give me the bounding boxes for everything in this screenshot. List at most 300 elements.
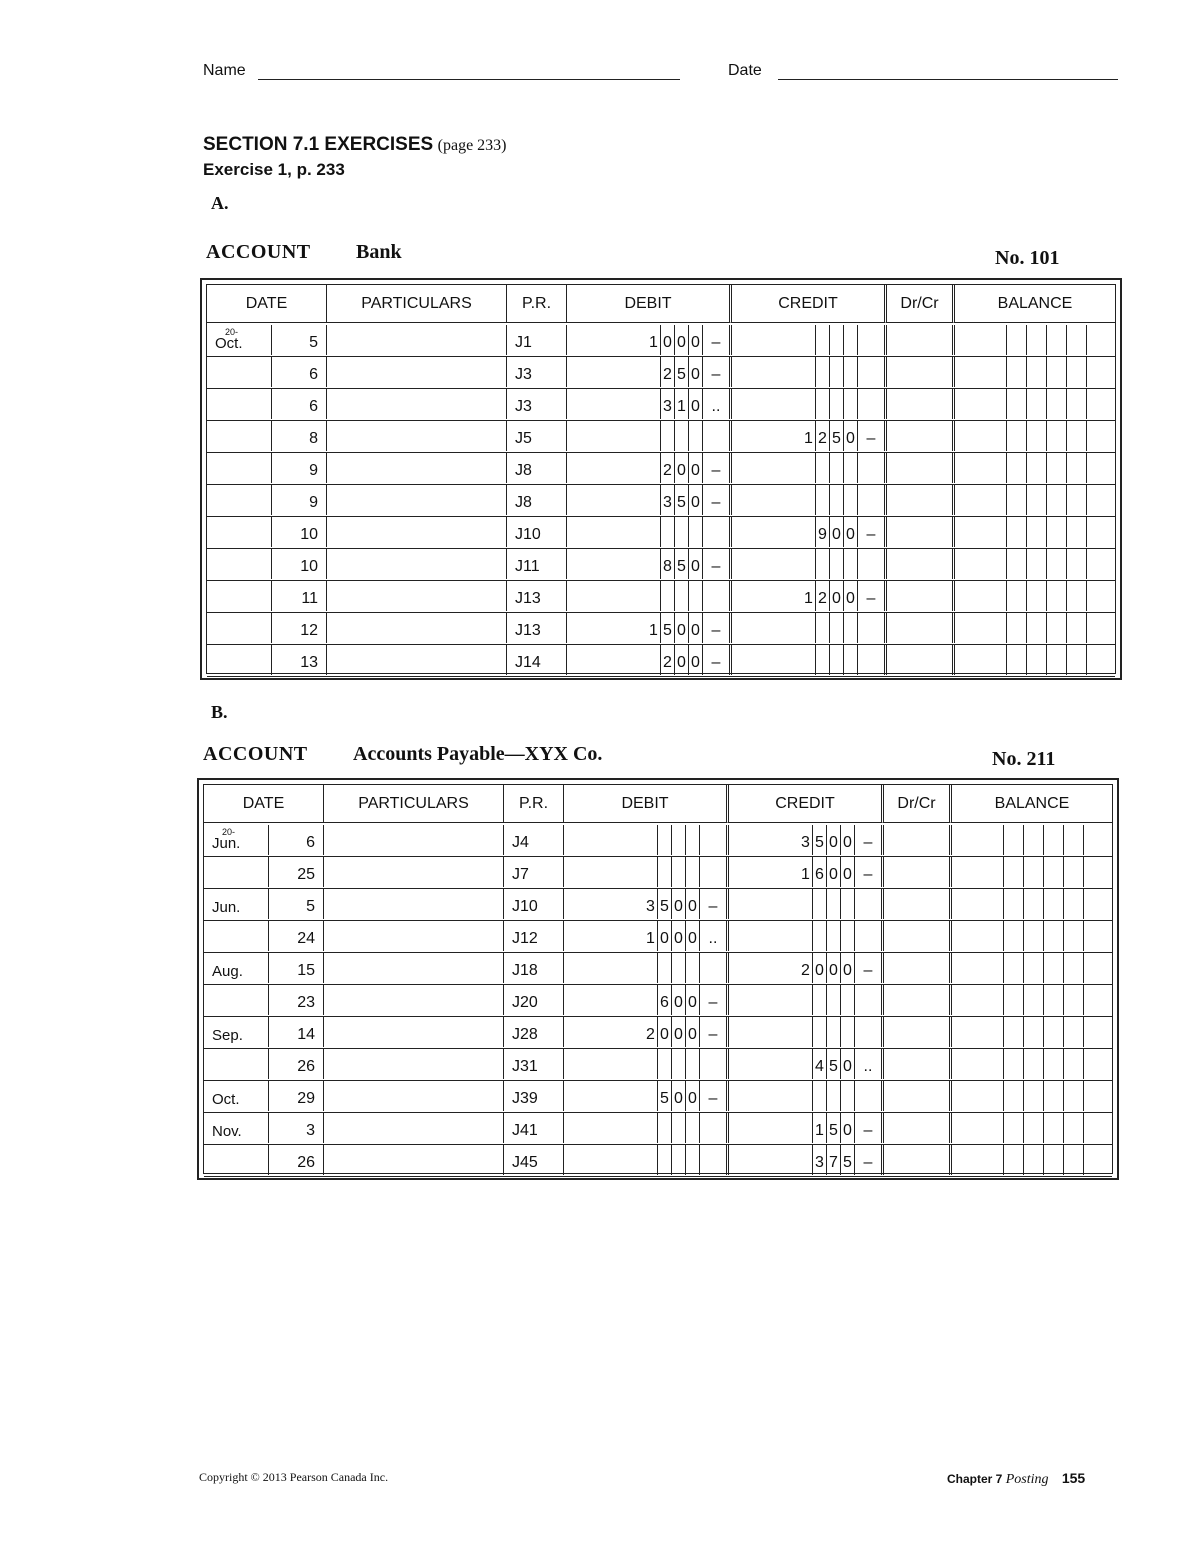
balance-digit[interactable]: [1004, 1113, 1024, 1143]
debit-dash: [700, 857, 726, 887]
balance-digit[interactable]: [1064, 857, 1084, 887]
ledger-row: [204, 1113, 1112, 1145]
debit-digit: 0: [689, 389, 703, 419]
debit-digit: 5: [658, 889, 672, 919]
debit-dash: [700, 953, 726, 983]
section-heading: [203, 134, 507, 156]
debit-digit: 3: [644, 889, 658, 919]
drcr-cell[interactable]: [884, 1049, 952, 1079]
balance-digit[interactable]: [1087, 645, 1107, 675]
balance-digit[interactable]: [1047, 485, 1067, 515]
balance-digit[interactable]: [1004, 1145, 1024, 1175]
balance-digit[interactable]: [1024, 985, 1044, 1015]
date-month: Sep.: [204, 1017, 269, 1047]
date-month: [207, 613, 272, 643]
part-label-a: A.: [211, 193, 229, 213]
drcr-cell[interactable]: [884, 1081, 952, 1111]
drcr-cell[interactable]: [887, 325, 955, 355]
date-day: 13: [272, 645, 327, 675]
balance-cell[interactable]: [952, 921, 1004, 951]
balance-cell[interactable]: [955, 357, 1007, 387]
credit-digit: [844, 453, 858, 483]
date-month: [207, 485, 272, 515]
balance-digit[interactable]: [1084, 1113, 1104, 1143]
credit-digit: 2: [816, 421, 830, 451]
debit-digit: 0: [658, 1017, 672, 1047]
posting-reference: J31: [504, 1049, 564, 1079]
balance-digit[interactable]: [1047, 517, 1067, 547]
balance-digit[interactable]: [1024, 1017, 1044, 1047]
balance-digit[interactable]: [1024, 889, 1044, 919]
balance-digit[interactable]: [1064, 921, 1084, 951]
column-header-drcr: Dr/Cr: [887, 285, 955, 323]
balance-digit[interactable]: [1027, 549, 1047, 579]
balance-digit[interactable]: [1087, 517, 1107, 547]
balance-cell[interactable]: [955, 485, 1007, 515]
credit-digit: 3: [813, 1145, 827, 1175]
balance-digit[interactable]: [1007, 645, 1027, 675]
debit-digit: [686, 953, 700, 983]
particulars-cell[interactable]: [327, 421, 507, 451]
date-day: 8: [272, 421, 327, 451]
debit-digit: [647, 453, 661, 483]
balance-digit[interactable]: [1064, 985, 1084, 1015]
posting-reference: J4: [504, 825, 564, 855]
particulars-cell[interactable]: [324, 1017, 504, 1047]
drcr-cell[interactable]: [887, 453, 955, 483]
credit-digit: [844, 549, 858, 579]
balance-digit[interactable]: [1024, 857, 1044, 887]
debit-digit: [647, 421, 661, 451]
balance-digit[interactable]: [1027, 613, 1047, 643]
debit-digit: 0: [689, 453, 703, 483]
particulars-cell[interactable]: [327, 325, 507, 355]
balance-digit[interactable]: [1044, 825, 1064, 855]
drcr-cell[interactable]: [887, 549, 955, 579]
balance-digit[interactable]: [1027, 453, 1047, 483]
debit-digit: [644, 985, 658, 1015]
credit-dash: –: [863, 1154, 873, 1171]
drcr-cell[interactable]: [887, 357, 955, 387]
posting-reference: J18: [504, 953, 564, 983]
balance-cell[interactable]: [952, 1081, 1004, 1111]
drcr-cell[interactable]: [887, 581, 955, 611]
date-day: 24: [269, 921, 324, 951]
drcr-cell[interactable]: [884, 1017, 952, 1047]
balance-digit[interactable]: [1047, 581, 1067, 611]
balance-digit[interactable]: [1027, 581, 1047, 611]
year-prefix: 20-: [222, 827, 236, 837]
balance-cell[interactable]: [955, 645, 1007, 675]
balance-digit[interactable]: [1087, 389, 1107, 419]
credit-dash: [855, 1017, 881, 1047]
posting-reference: J3: [507, 357, 567, 387]
balance-digit[interactable]: [1007, 613, 1027, 643]
column-header-pr: P.R.: [507, 285, 567, 323]
balance-digit[interactable]: [1064, 825, 1084, 855]
balance-digit[interactable]: [1084, 985, 1104, 1015]
balance-digit[interactable]: [1087, 421, 1107, 451]
debit-dash: [700, 1049, 726, 1079]
balance-digit[interactable]: [1044, 985, 1064, 1015]
balance-digit[interactable]: [1027, 389, 1047, 419]
credit-digit: [813, 889, 827, 919]
balance-digit[interactable]: [1047, 325, 1067, 355]
chapter-label: Chapter 7: [947, 1472, 1003, 1486]
debit-digit: 0: [672, 985, 686, 1015]
balance-digit[interactable]: [1064, 1081, 1084, 1111]
balance-digit[interactable]: [1027, 485, 1047, 515]
balance-digit[interactable]: [1004, 985, 1024, 1015]
balance-digit[interactable]: [1027, 357, 1047, 387]
debit-digit: [658, 1145, 672, 1175]
column-header-drcr: Dr/Cr: [884, 785, 952, 823]
date-day: 6: [272, 357, 327, 387]
balance-digit[interactable]: [1027, 517, 1047, 547]
column-header-debit: DEBIT: [567, 285, 732, 323]
balance-digit[interactable]: [1084, 889, 1104, 919]
particulars-cell[interactable]: [324, 889, 504, 919]
posting-reference: J3: [507, 389, 567, 419]
debit-digit: [672, 1145, 686, 1175]
balance-cell[interactable]: [955, 325, 1007, 355]
ledger-row: [204, 825, 1112, 857]
balance-digit[interactable]: [1067, 325, 1087, 355]
balance-digit[interactable]: [1044, 857, 1064, 887]
balance-digit[interactable]: [1047, 645, 1067, 675]
debit-digit: 0: [675, 325, 689, 355]
balance-digit[interactable]: [1047, 421, 1067, 451]
date-month: [207, 581, 272, 611]
particulars-cell[interactable]: [327, 453, 507, 483]
balance-digit[interactable]: [1067, 613, 1087, 643]
debit-digit: [672, 953, 686, 983]
balance-cell[interactable]: [952, 1145, 1004, 1175]
balance-digit[interactable]: [1007, 453, 1027, 483]
ledger-row: [207, 613, 1115, 645]
balance-digit[interactable]: [1024, 1145, 1044, 1175]
drcr-cell[interactable]: [887, 421, 955, 451]
credit-digit: 1: [813, 1113, 827, 1143]
balance-digit[interactable]: [1007, 581, 1027, 611]
drcr-cell[interactable]: [884, 825, 952, 855]
balance-cell[interactable]: [955, 421, 1007, 451]
ledger-row: [207, 549, 1115, 581]
drcr-cell[interactable]: [884, 921, 952, 951]
balance-cell[interactable]: [955, 389, 1007, 419]
credit-digit: [816, 357, 830, 387]
balance-digit[interactable]: [1027, 325, 1047, 355]
credit-digit: [816, 613, 830, 643]
balance-cell[interactable]: [952, 1113, 1004, 1143]
balance-digit[interactable]: [1087, 613, 1107, 643]
balance-digit[interactable]: [1047, 453, 1067, 483]
balance-cell[interactable]: [955, 517, 1007, 547]
balance-digit[interactable]: [1024, 1113, 1044, 1143]
balance-digit[interactable]: [1027, 645, 1047, 675]
balance-digit[interactable]: [1044, 1113, 1064, 1143]
particulars-cell[interactable]: [324, 857, 504, 887]
balance-cell[interactable]: [955, 613, 1007, 643]
balance-digit[interactable]: [1087, 581, 1107, 611]
balance-cell[interactable]: [952, 857, 1004, 887]
name-label: Name: [203, 62, 246, 79]
debit-digit: [686, 1145, 700, 1175]
credit-dash: –: [866, 526, 876, 543]
balance-digit[interactable]: [1087, 357, 1107, 387]
balance-digit[interactable]: [1087, 549, 1107, 579]
date-month: [207, 645, 272, 675]
balance-digit[interactable]: [1004, 1017, 1024, 1047]
particulars-cell[interactable]: [327, 581, 507, 611]
balance-digit[interactable]: [1087, 453, 1107, 483]
particulars-cell[interactable]: [327, 485, 507, 515]
credit-digit: [816, 325, 830, 355]
balance-digit[interactable]: [1007, 389, 1027, 419]
balance-digit[interactable]: [1064, 1113, 1084, 1143]
balance-digit[interactable]: [1084, 953, 1104, 983]
balance-cell[interactable]: [955, 453, 1007, 483]
debit-digit: [675, 421, 689, 451]
column-header-credit: CREDIT: [729, 785, 884, 823]
credit-dash: [855, 985, 881, 1015]
balance-digit[interactable]: [1047, 357, 1067, 387]
balance-digit[interactable]: [1024, 1081, 1044, 1111]
posting-reference: J12: [504, 921, 564, 951]
balance-cell[interactable]: [952, 889, 1004, 919]
balance-digit[interactable]: [1004, 953, 1024, 983]
credit-digit: [813, 921, 827, 951]
drcr-cell[interactable]: [884, 985, 952, 1015]
debit-dash: –: [708, 1026, 718, 1043]
balance-digit[interactable]: [1084, 1081, 1104, 1111]
date-month: Jun.: [204, 889, 269, 919]
balance-cell[interactable]: [952, 953, 1004, 983]
balance-digit[interactable]: [1024, 1049, 1044, 1079]
column-header-balance: BALANCE: [955, 285, 1115, 323]
debit-digit: [647, 549, 661, 579]
balance-digit[interactable]: [1064, 1049, 1084, 1079]
credit-digit: 1: [802, 581, 816, 611]
balance-digit[interactable]: [1087, 325, 1107, 355]
balance-digit[interactable]: [1004, 1081, 1024, 1111]
balance-digit[interactable]: [1007, 517, 1027, 547]
balance-cell[interactable]: [952, 825, 1004, 855]
balance-digit[interactable]: [1027, 421, 1047, 451]
balance-digit[interactable]: [1067, 645, 1087, 675]
credit-digit: [816, 453, 830, 483]
debit-digit: [647, 581, 661, 611]
balance-digit[interactable]: [1064, 953, 1084, 983]
particulars-cell[interactable]: [324, 953, 504, 983]
drcr-cell[interactable]: [887, 389, 955, 419]
drcr-cell[interactable]: [884, 1113, 952, 1143]
balance-digit[interactable]: [1007, 485, 1027, 515]
balance-digit[interactable]: [1084, 1049, 1104, 1079]
balance-digit[interactable]: [1007, 325, 1027, 355]
debit-digit: [644, 1113, 658, 1143]
balance-digit[interactable]: [1047, 389, 1067, 419]
debit-digit: [672, 857, 686, 887]
credit-digit: 0: [841, 1049, 855, 1079]
balance-digit[interactable]: [1067, 517, 1087, 547]
drcr-cell[interactable]: [887, 517, 955, 547]
date-day: 9: [272, 453, 327, 483]
particulars-cell[interactable]: [324, 1145, 504, 1175]
balance-digit[interactable]: [1064, 1017, 1084, 1047]
particulars-cell[interactable]: [327, 357, 507, 387]
balance-digit[interactable]: [1044, 1081, 1064, 1111]
drcr-cell[interactable]: [884, 857, 952, 887]
name-field[interactable]: [258, 79, 680, 80]
balance-digit[interactable]: [1084, 825, 1104, 855]
debit-digit: [644, 1145, 658, 1175]
balance-digit[interactable]: [1067, 357, 1087, 387]
exercise-title: Exercise 1, p. 233: [203, 160, 345, 179]
date-day: 6: [269, 825, 324, 855]
balance-digit[interactable]: [1004, 889, 1024, 919]
debit-dash: [700, 825, 726, 855]
balance-cell[interactable]: [952, 1049, 1004, 1079]
balance-digit[interactable]: [1044, 953, 1064, 983]
column-header-particulars: PARTICULARS: [324, 785, 504, 823]
ledger-row: [207, 389, 1115, 421]
particulars-cell[interactable]: [327, 389, 507, 419]
balance-digit[interactable]: [1044, 1017, 1064, 1047]
particulars-cell[interactable]: [324, 1113, 504, 1143]
particulars-cell[interactable]: [324, 825, 504, 855]
credit-digit: [841, 889, 855, 919]
posting-reference: J1: [507, 325, 567, 355]
drcr-cell[interactable]: [884, 889, 952, 919]
credit-dash: [858, 389, 884, 419]
balance-cell[interactable]: [952, 1017, 1004, 1047]
ledger-b: [197, 778, 1119, 1180]
ledger-row: [204, 953, 1112, 985]
posting-reference: J13: [507, 613, 567, 643]
balance-digit[interactable]: [1084, 857, 1104, 887]
balance-digit[interactable]: [1004, 921, 1024, 951]
debit-digit: 8: [661, 549, 675, 579]
credit-digit: 2: [799, 953, 813, 983]
drcr-cell[interactable]: [887, 485, 955, 515]
balance-digit[interactable]: [1067, 453, 1087, 483]
ledger-row: [207, 325, 1115, 357]
drcr-cell[interactable]: [884, 953, 952, 983]
credit-dash: ..: [863, 1058, 873, 1075]
credit-digit: [841, 1017, 855, 1047]
balance-digit[interactable]: [1004, 1049, 1024, 1079]
balance-digit[interactable]: [1067, 485, 1087, 515]
debit-digit: 0: [675, 613, 689, 643]
balance-digit[interactable]: [1047, 549, 1067, 579]
date-month: Aug.: [204, 953, 269, 983]
balance-digit[interactable]: [1007, 357, 1027, 387]
debit-digit: [689, 517, 703, 547]
posting-reference: J11: [507, 549, 567, 579]
date-month: [204, 1049, 269, 1079]
ledger-row: [207, 645, 1115, 677]
particulars-cell[interactable]: [324, 921, 504, 951]
debit-digit: 2: [661, 357, 675, 387]
balance-digit[interactable]: [1067, 581, 1087, 611]
balance-cell[interactable]: [955, 581, 1007, 611]
posting-reference: J10: [504, 889, 564, 919]
posting-reference: J8: [507, 453, 567, 483]
balance-digit[interactable]: [1084, 921, 1104, 951]
particulars-cell[interactable]: [324, 1081, 504, 1111]
ledger-a-grid: [206, 284, 1116, 674]
balance-digit[interactable]: [1044, 921, 1064, 951]
balance-digit[interactable]: [1087, 485, 1107, 515]
date-field[interactable]: [778, 79, 1118, 80]
credit-digit: [827, 921, 841, 951]
balance-digit[interactable]: [1044, 1145, 1064, 1175]
balance-digit[interactable]: [1007, 421, 1027, 451]
balance-cell[interactable]: [955, 549, 1007, 579]
debit-dash: –: [711, 622, 721, 639]
balance-cell[interactable]: [952, 985, 1004, 1015]
debit-digit: 2: [661, 645, 675, 675]
credit-digit: [799, 889, 813, 919]
debit-digit: 0: [672, 1017, 686, 1047]
debit-digit: [661, 517, 675, 547]
balance-digit[interactable]: [1067, 549, 1087, 579]
page-footer: [947, 1470, 1085, 1488]
balance-digit[interactable]: [1044, 889, 1064, 919]
balance-digit[interactable]: [1047, 613, 1067, 643]
balance-digit[interactable]: [1004, 857, 1024, 887]
date-month: [207, 549, 272, 579]
particulars-cell[interactable]: [324, 1049, 504, 1079]
particulars-cell[interactable]: [327, 613, 507, 643]
particulars-cell[interactable]: [327, 517, 507, 547]
balance-digit[interactable]: [1004, 825, 1024, 855]
debit-digit: 0: [661, 325, 675, 355]
balance-digit[interactable]: [1064, 889, 1084, 919]
balance-digit[interactable]: [1067, 421, 1087, 451]
debit-digit: [672, 1049, 686, 1079]
credit-digit: [830, 485, 844, 515]
credit-digit: [799, 1145, 813, 1175]
balance-digit[interactable]: [1007, 549, 1027, 579]
credit-digit: [802, 325, 816, 355]
drcr-cell[interactable]: [887, 645, 955, 675]
credit-digit: 5: [813, 825, 827, 855]
balance-digit[interactable]: [1024, 825, 1044, 855]
balance-digit[interactable]: [1064, 1145, 1084, 1175]
balance-digit[interactable]: [1084, 1017, 1104, 1047]
particulars-cell[interactable]: [327, 549, 507, 579]
credit-digit: [813, 985, 827, 1015]
credit-digit: [844, 485, 858, 515]
drcr-cell[interactable]: [884, 1145, 952, 1175]
credit-digit: 4: [813, 1049, 827, 1079]
column-header-balance: BALANCE: [952, 785, 1112, 823]
debit-digit: [647, 357, 661, 387]
balance-digit[interactable]: [1067, 389, 1087, 419]
posting-reference: J8: [507, 485, 567, 515]
particulars-cell[interactable]: [324, 985, 504, 1015]
balance-digit[interactable]: [1024, 921, 1044, 951]
debit-digit: [689, 421, 703, 451]
balance-digit[interactable]: [1044, 1049, 1064, 1079]
drcr-cell[interactable]: [887, 613, 955, 643]
debit-digit: 5: [675, 485, 689, 515]
balance-digit[interactable]: [1084, 1145, 1104, 1175]
balance-digit[interactable]: [1024, 953, 1044, 983]
particulars-cell[interactable]: [327, 645, 507, 675]
